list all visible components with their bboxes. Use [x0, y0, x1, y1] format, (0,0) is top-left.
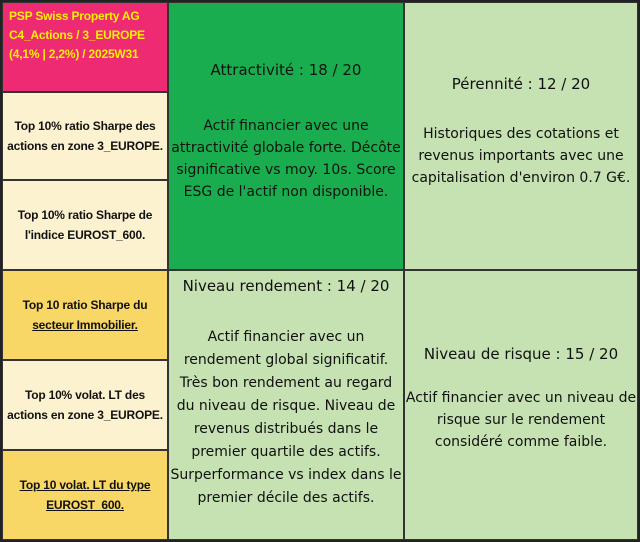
- attractivite-text-2: attractivité globale forte. Décôte: [171, 140, 401, 156]
- perennite-cell: [404, 2, 638, 270]
- attractivite-cell: [168, 2, 404, 270]
- tag-sharpe-sector: [2, 270, 168, 360]
- attractivite-text-3: significative vs moy. 10s. Score: [176, 162, 396, 178]
- tag-sharpe-index: [2, 180, 168, 270]
- tag-sharpe-sector-line1: Top 10 ratio Sharpe du: [22, 298, 148, 312]
- tag-sharpe-index-line1: Top 10% ratio Sharpe de: [17, 208, 153, 222]
- tag-sharpe-zone-line2: actions en zone 3_EUROPE.: [7, 139, 163, 153]
- tag-sharpe-index-line2: l'indice EUROST_600.: [24, 228, 146, 242]
- risque-cell: [404, 270, 638, 540]
- perennite-text-1: Historiques des cotations et: [423, 126, 619, 142]
- asset-period: (4,1% | 2,2%) / 2025W31: [9, 47, 139, 61]
- attractivite-text-4: ESG de l'actif non disponible.: [183, 184, 389, 200]
- risque-score: Niveau de risque : 15 / 20: [423, 345, 619, 363]
- tag-volat-zone-line2: actions en zone 3_EUROPE.: [7, 408, 163, 422]
- attractivite-score: Attractivité : 18 / 20: [210, 61, 362, 79]
- risque-text-2: risque sur le rendement: [436, 412, 606, 428]
- tag-volat-type-line2: EUROST_600.: [46, 498, 124, 512]
- risque-text-1: Actif financier avec un niveau de: [405, 390, 637, 406]
- tag-sharpe-zone: [2, 92, 168, 180]
- rendement-text-3: Très bon rendement au regard: [179, 375, 393, 391]
- rendement-cell: [168, 270, 404, 540]
- perennite-score: Pérennité : 12 / 20: [451, 75, 591, 93]
- rendement-text-5: revenus distribués dans le: [193, 421, 379, 437]
- tag-volat-zone: [2, 360, 168, 450]
- risque-text-3: considéré comme faible.: [434, 434, 608, 450]
- perennite-text-2: revenus importants avec une: [418, 148, 624, 164]
- rendement-text-8: premier décile des actifs.: [197, 490, 375, 506]
- tag-sharpe-sector-line2: secteur Immobilier.: [32, 318, 138, 332]
- asset-name: PSP Swiss Property AG: [9, 9, 140, 23]
- perennite-text-3: capitalisation d'environ 0.7 G€.: [411, 170, 631, 186]
- tag-volat-type-line1: Top 10 volat. LT du type: [19, 478, 151, 492]
- rendement-text-6: premier quartile des actifs.: [191, 444, 381, 460]
- rendement-text-1: Actif financier avec un: [207, 329, 365, 345]
- asset-category: C4_Actions / 3_EUROPE: [9, 28, 145, 42]
- rendement-text-2: rendement global significatif.: [183, 352, 389, 368]
- rendement-text-4: du niveau de risque. Niveau de: [176, 398, 396, 414]
- rendement-score: Niveau rendement : 14 / 20: [182, 277, 390, 295]
- tag-sharpe-zone-line1: Top 10% ratio Sharpe des: [14, 119, 156, 133]
- rendement-text-7: Surperformance vs index dans le: [170, 467, 402, 483]
- tag-volat-zone-line1: Top 10% volat. LT des: [24, 388, 146, 402]
- tag-volat-type: [2, 450, 168, 540]
- asset-title-cell: [2, 2, 168, 92]
- attractivite-text-1: Actif financier avec une: [203, 118, 369, 134]
